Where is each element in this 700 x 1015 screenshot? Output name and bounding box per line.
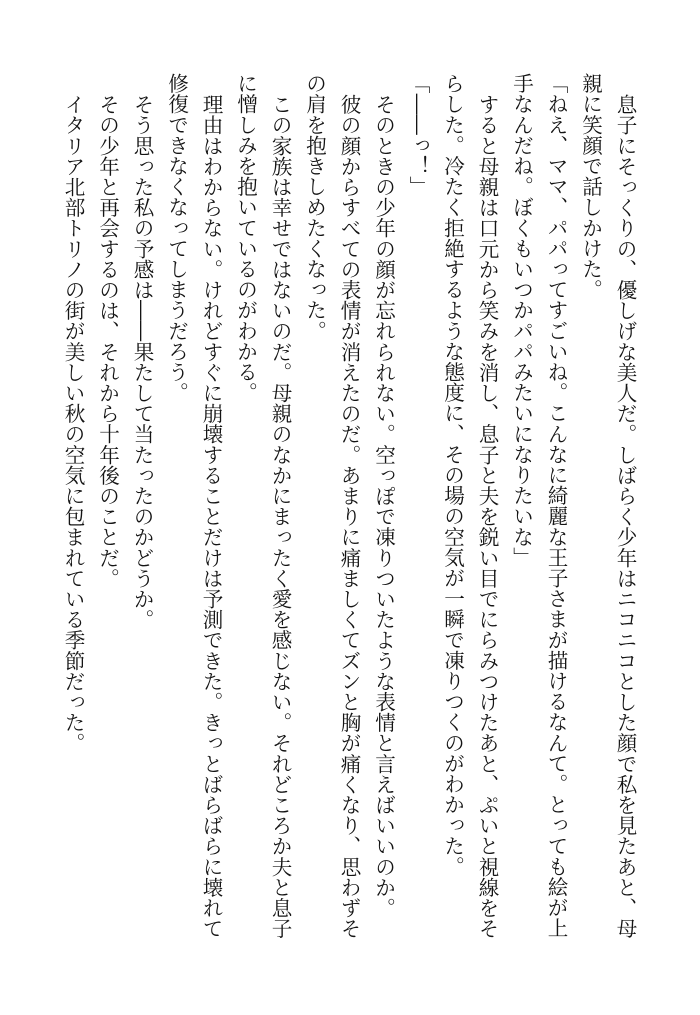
dialogue-paragraph (401, 73, 436, 939)
dialogue-paragraph (504, 73, 573, 939)
vertical-text-body (55, 73, 642, 939)
text-line: この家族は幸せではないのだ。母親のなかにまったく愛を感じない。それどころか夫と息子 (268, 93, 292, 939)
paragraph (125, 73, 160, 939)
text-line: 「ねえ、ママ、パパってすごいね。こんなに綺麗な王子さまが描けるなんて。とっても絵が上 (544, 73, 568, 939)
paragraph (297, 73, 366, 939)
text-line: に憎しみを抱いているのがわかる。 (233, 73, 258, 403)
text-line: 「――っ！」 (406, 73, 430, 197)
text-line: そのときの少年の顔が忘れられない。空っぽで凍りついたような表情と言えばいいのか。 (371, 93, 396, 918)
paragraph (573, 73, 642, 939)
text-line: 息子にそっくりの、優しげな美人だ。しばらく少年はニコニコとした顔で私を見たあと、母 (613, 93, 637, 939)
text-line: 修復できなくなってしまうだろう。 (164, 73, 189, 403)
text-line: の肩を抱きしめたくなった。 (302, 73, 327, 341)
text-line: 彼の顔からすべての表情が消えたのだ。あまりに痛ましくてズンと胸が痛くなり、思わずそ (337, 93, 361, 939)
text-line: そう思った私の予感は――果たして当たったのかどうか。 (130, 93, 154, 630)
paragraph (90, 73, 125, 939)
paragraph (159, 73, 228, 939)
paragraph (228, 73, 297, 939)
paragraph (366, 73, 401, 939)
text-line: らした。冷たく拒絶するような態度に、その場の空気が一瞬で凍りつくのがわかった。 (440, 73, 465, 877)
text-line: その少年と再会するのは、それから十年後のことだ。 (95, 93, 120, 588)
text-line: 理由はわからない。けれどすぐに崩壊することだけは予測できた。きっとばらばらに壊れて (199, 93, 223, 939)
paragraph (435, 73, 504, 939)
text-line: 親に笑顔で話しかけた。 (578, 73, 603, 300)
text-line: 手なんだね。ぼくもいつかパパみたいになりたいな」 (509, 73, 534, 568)
paragraph (56, 73, 91, 939)
text-line: すると母親は口元から笑みを消し、息子と夫を鋭い目でにらみつけたあと、ぷいと視線をそ (475, 93, 499, 939)
text-line: イタリア北部トリノの街が美しい秋の空気に包まれている季節だった。 (61, 93, 85, 753)
